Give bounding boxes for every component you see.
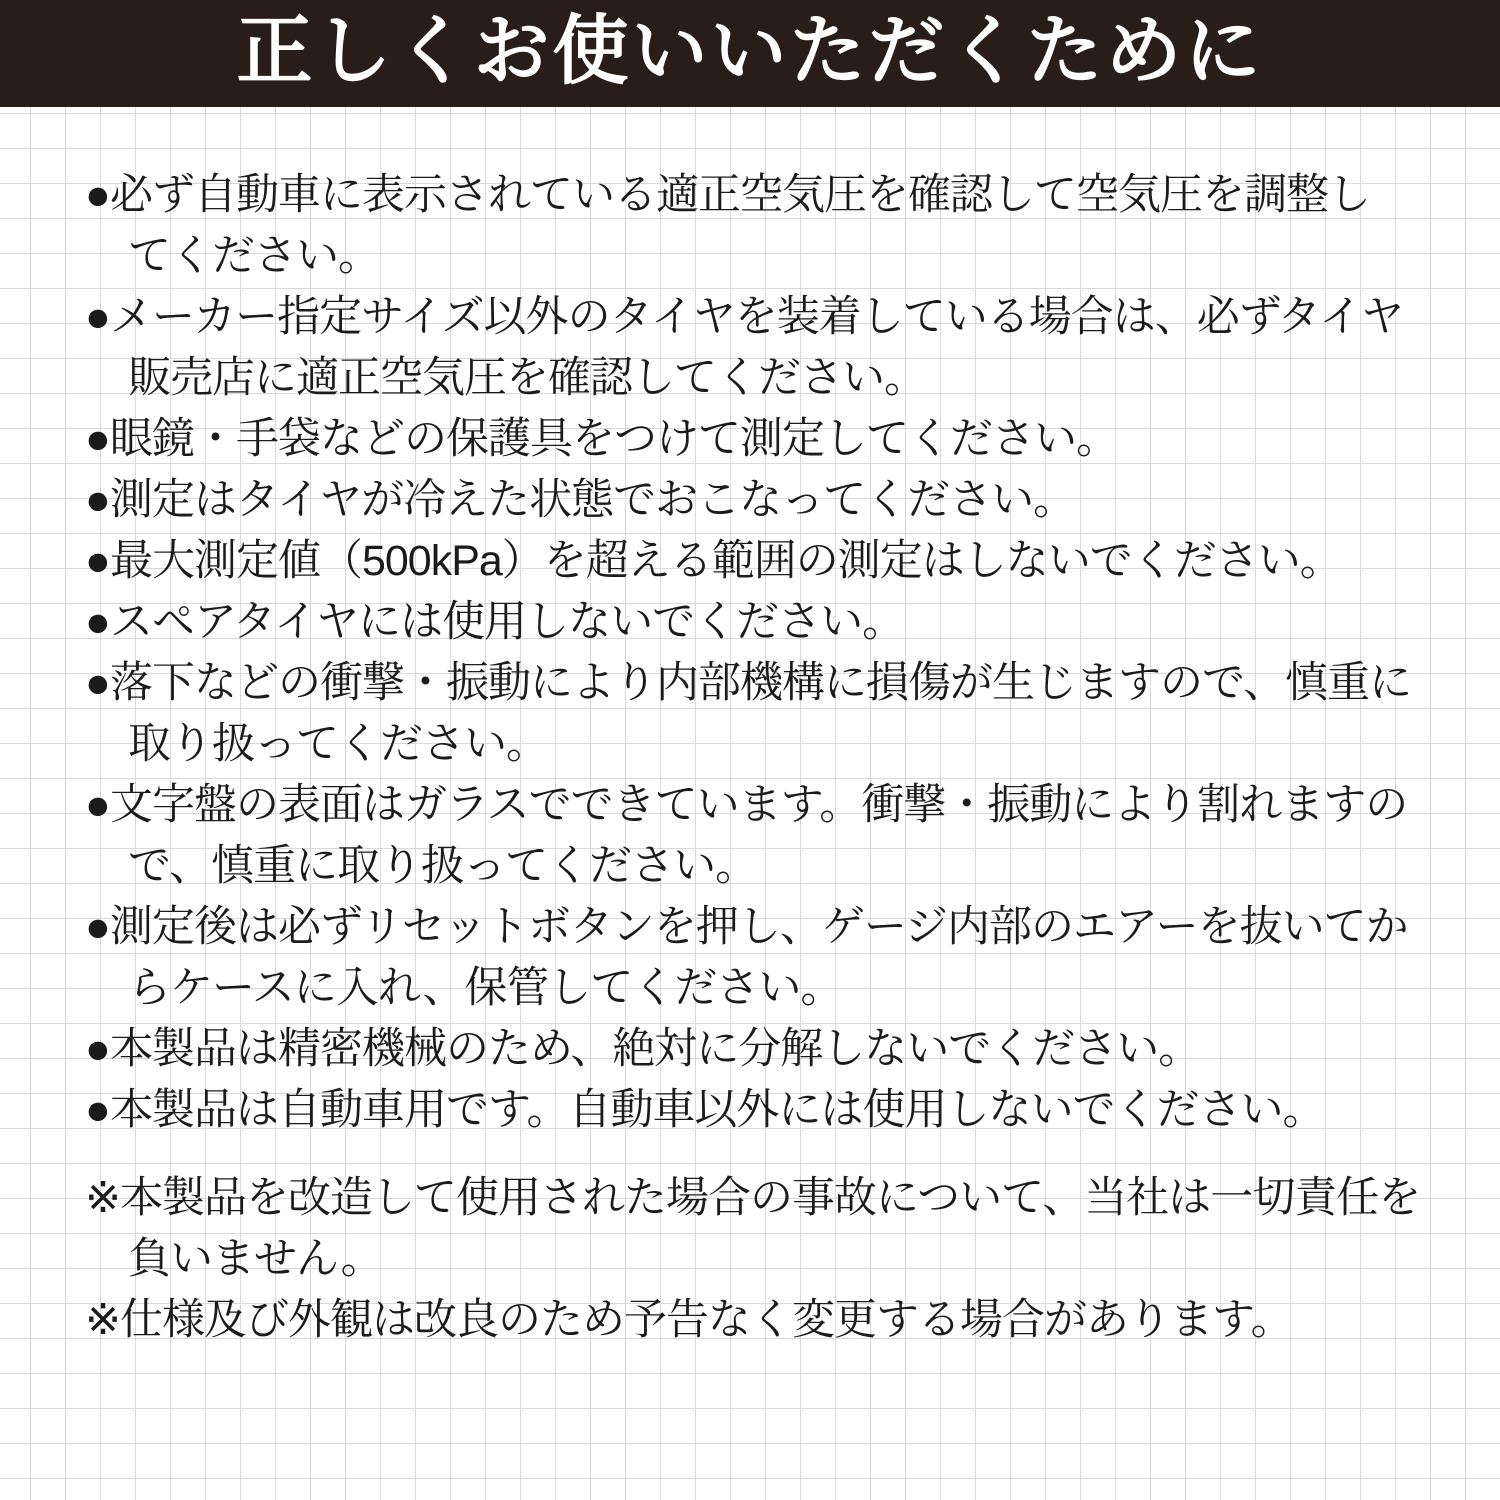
text-line: 取り扱ってください。 — [128, 720, 548, 768]
text-line: ●必ず自動車に表示されている適正空気圧を確認して空気圧を調整し — [85, 171, 1370, 219]
text-line: 販売店に適正空気圧を確認してください。 — [128, 354, 926, 402]
title-bar — [0, 0, 1500, 107]
text-line: ●本製品は精密機械のため、絶対に分解しないでください。 — [85, 1025, 1201, 1073]
page-title: 正しくお使いいただくために — [236, 8, 1264, 94]
bullet-list — [85, 165, 1460, 1141]
text-line: ※本製品を改造して使用された場合の事故について、当社は一切責任を — [85, 1174, 1421, 1222]
text-line: で、慎重に取り扱ってください。 — [128, 842, 758, 890]
text-line: てください。 — [128, 232, 380, 280]
text-line: ※仕様及び外観は改良のため予告なく変更する場合があります。 — [85, 1296, 1293, 1344]
text-line: ●落下などの衝撃・振動により内部機構に損傷が生じますので、慎重に — [85, 659, 1412, 707]
text-line: ●本製品は自動車用です。自動車以外には使用しないでください。 — [85, 1086, 1325, 1134]
text-line: ●測定後は必ずリセットボタンを押し、ゲージ内部のエアーを抜いてか — [85, 903, 1408, 951]
text-line: らケースに入れ、保管してください。 — [128, 964, 843, 1012]
note-list — [85, 1168, 1460, 1351]
text-line: ●文字盤の表面はガラスでできています。衝撃・振動により割れますの — [85, 781, 1408, 829]
text-line: 負いません。 — [128, 1235, 383, 1283]
text-line: ●測定はタイヤが冷えた状態でおこなってください。 — [85, 476, 1076, 524]
text-line: ●眼鏡・手袋などの保護具をつけて測定してください。 — [85, 415, 1118, 463]
text-line: ●メーカー指定サイズ以外のタイヤを装着している場合は、必ずタイヤ — [85, 293, 1403, 341]
text-line: ●スペアタイヤには使用しないでください。 — [85, 598, 905, 646]
text-line: ●最大測定値（500kPa）を超える範囲の測定はしないでください。 — [85, 537, 1342, 585]
instruction-text-block — [85, 107, 1460, 1351]
